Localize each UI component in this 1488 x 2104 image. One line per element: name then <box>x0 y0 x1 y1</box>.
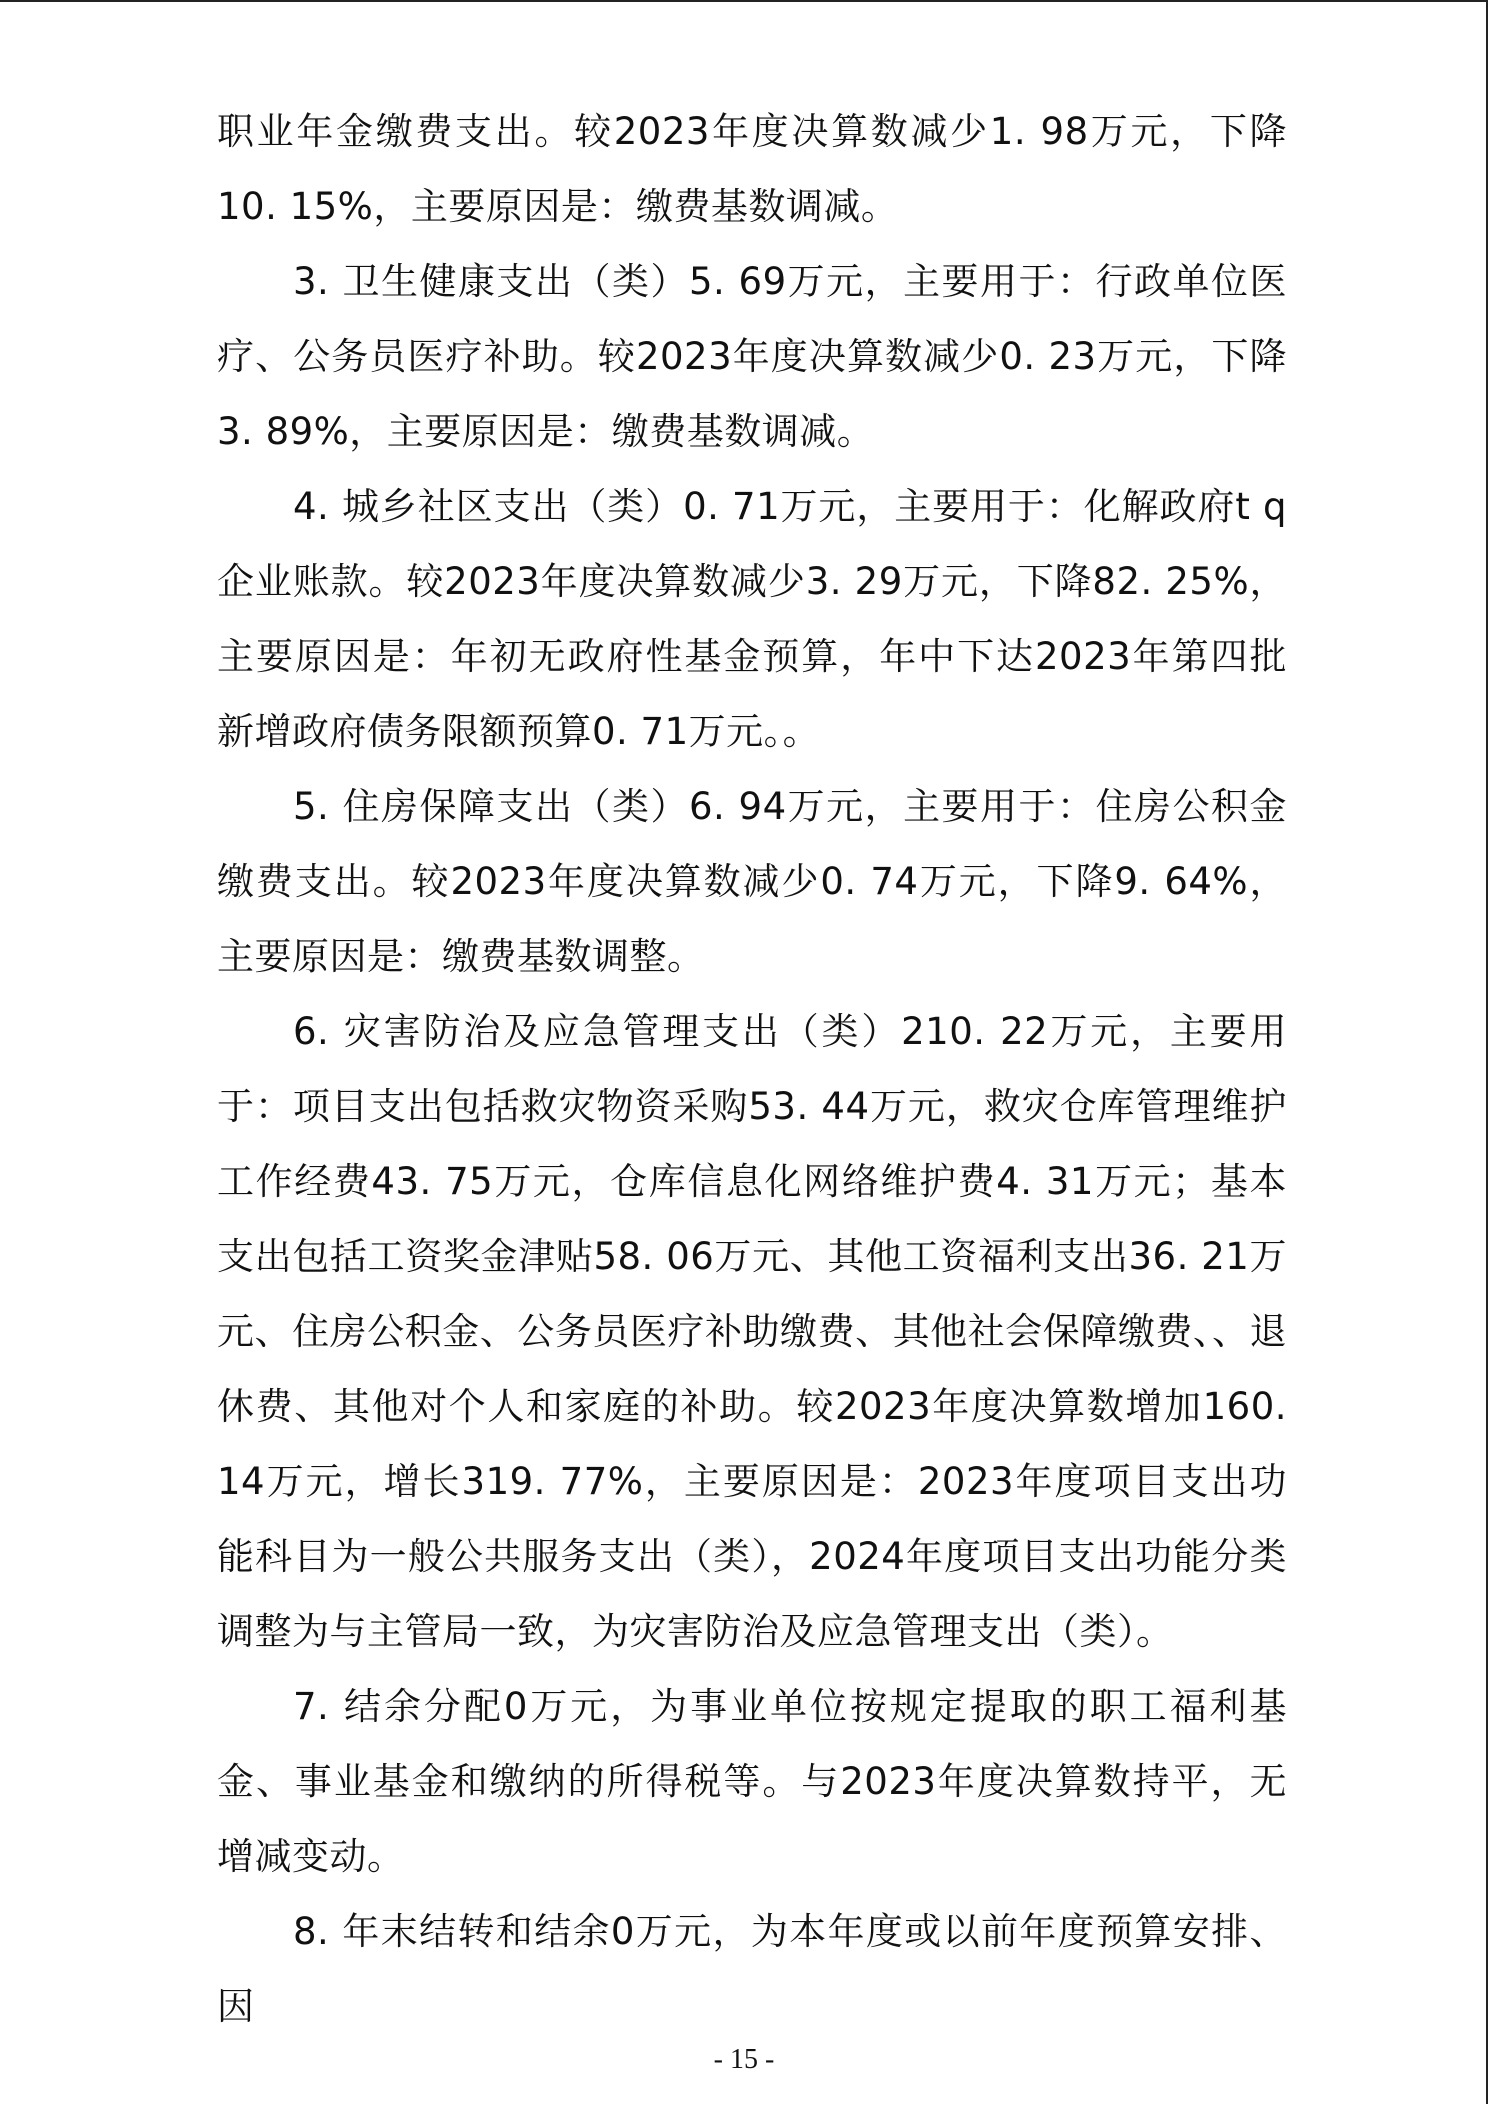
paragraph-urban-rural-community: 4. 城乡社区支出（类）0. 71万元，主要用于：化解政府t q企业账款。较2023年度决算数减少3. 29万元，下降82. 25%，主要原因是：年初无政府性基金预算，年中下达2023年第四批新增政府债务限额预算0. 71万元。。 <box>217 485 1287 753</box>
document-body <box>217 94 1287 2044</box>
paragraph-pension-payment: 职业年金缴费支出。较2023年度决算数减少1. 98万元，下降10. 15%，主要原因是：缴费基数调减。 <box>217 110 1287 228</box>
paragraph-year-end-carryover: 8. 年末结转和结余0万元，为本年度或以前年度预算安排、因 <box>217 1910 1287 2028</box>
page-number: - 15 - <box>713 2044 775 2075</box>
paragraph-disaster-prevention: 6. 灾害防治及应急管理支出（类）210. 22万元，主要用于：项目支出包括救灾物资采购53. 44万元，救灾仓库管理维护工作经费43. 75万元，仓库信息化网络维护费4. 31万元；基本支出包括工资奖金津贴58. 06万元、其他工资福利支出36. 21万元、住房公积金、公务员医疗补助缴费、其他社会保障缴费、、退休费、其他对个人和家庭的补助。较2023年度决算数增加160. 14万元，增长319. 77%，主要原因是：2023年度项目支出功能科目为一般公共服务支出（类），2024年度项目支出功能分类调整为与主管局一致，为灾害防治及应急管理支出（类）。 <box>217 1010 1287 1653</box>
paragraph-surplus-distribution: 7. 结余分配0万元，为事业单位按规定提取的职工福利基金、事业基金和缴纳的所得税等。与2023年度决算数持平，无增减变动。 <box>217 1685 1287 1878</box>
paragraph-housing-security: 5. 住房保障支出（类）6. 94万元，主要用于：住房公积金缴费支出。较2023年度决算数减少0. 74万元，下降9. 64%，主要原因是：缴费基数调整。 <box>217 785 1287 978</box>
paragraph-health-expenditure: 3. 卫生健康支出（类）5. 69万元，主要用于：行政单位医疗、公务员医疗补助。较2023年度决算数减少0. 23万元，下降3. 89%，主要原因是：缴费基数调减。 <box>217 260 1287 453</box>
